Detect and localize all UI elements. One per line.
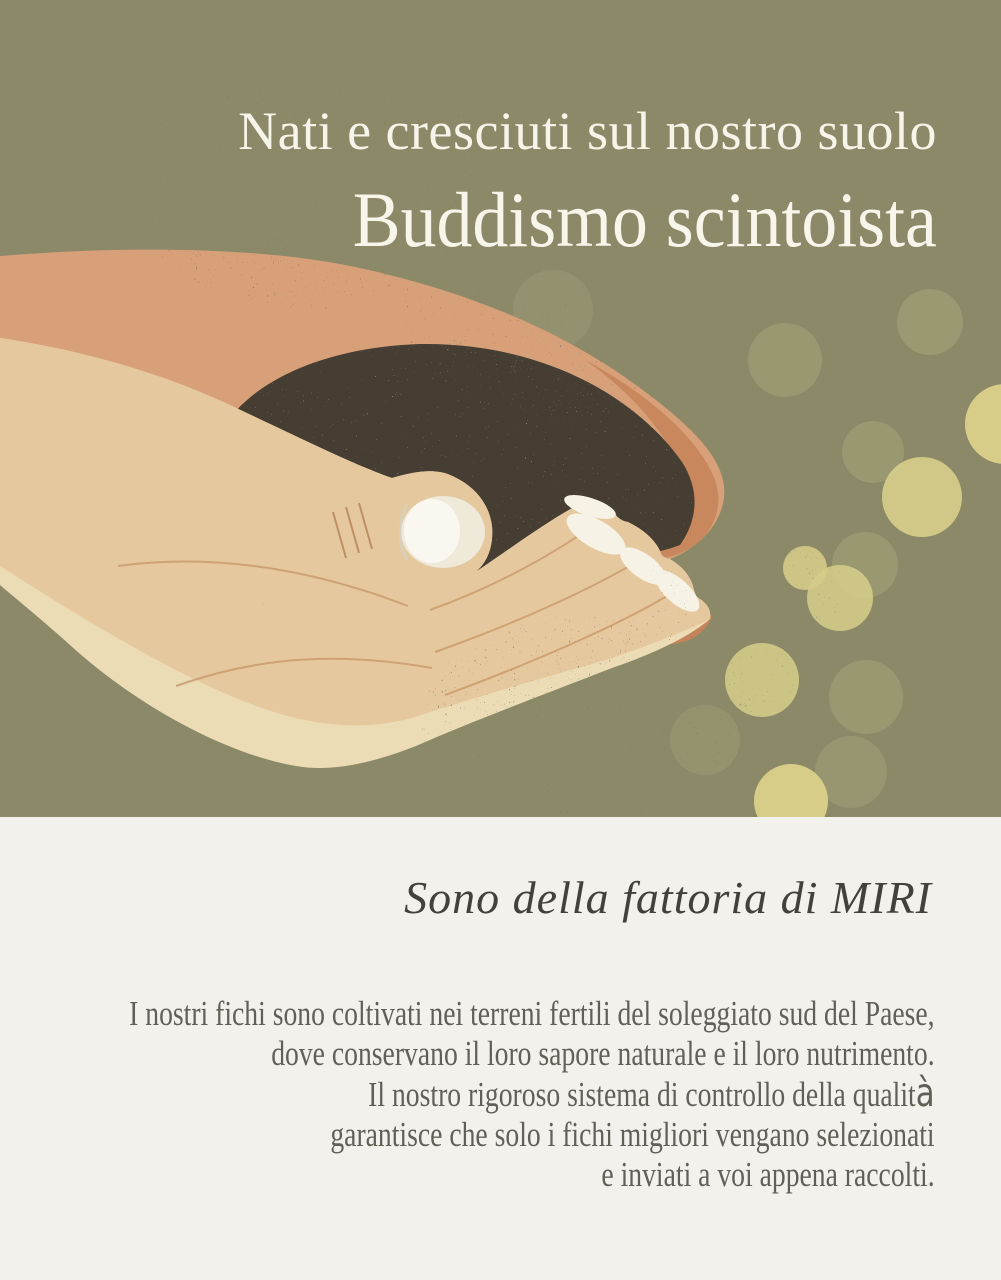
body-line-3 [130,1071,935,1116]
hero-title: Buddismo scintoista [352,176,937,263]
body-line-2: dove conservano il loro sapore naturale e il loro nutrimento. [271,1034,935,1073]
body-line-4: garantisce che solo i fichi migliori vengano selezionati [330,1115,936,1154]
hero-subtitle: Nati e cresciuti sul nostro suolo [238,101,937,161]
body-line-1: I nostri fichi sono coltivati nei terreni fertili del soleggiato sud del Paese, [129,994,935,1033]
body-line-3-text: Il nostro rigoroso sistema di controllo della qualit [368,1075,917,1114]
body-line-5: e inviati a voi appena raccolti. [601,1155,935,1194]
body-text-block [130,994,935,1195]
accent-a-glyph: à [916,1071,935,1116]
farm-heading: Sono della fattoria di MIRI [404,872,932,923]
